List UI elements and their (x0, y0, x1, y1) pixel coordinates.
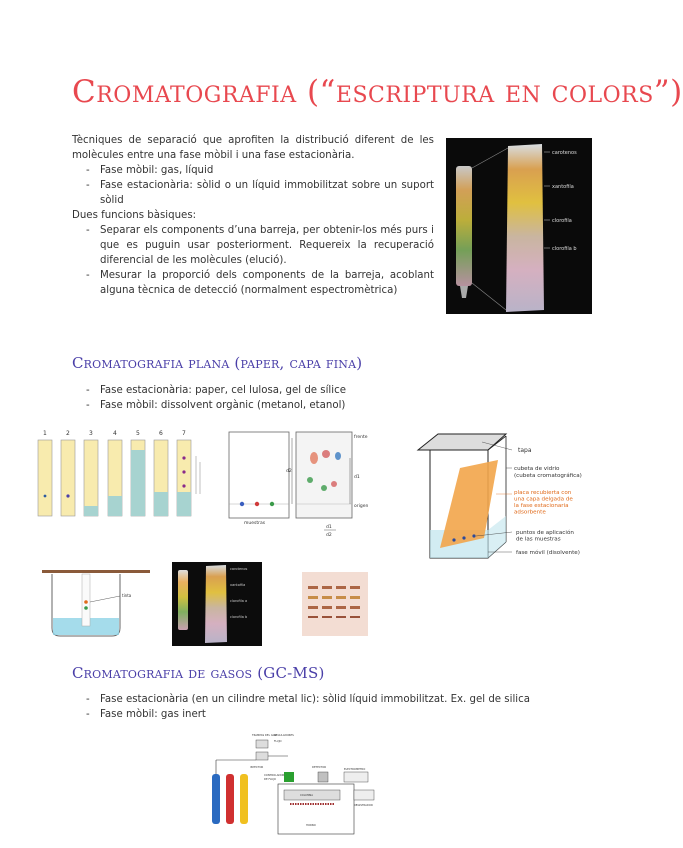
tlc-photo (302, 572, 368, 636)
beaker-figure (40, 564, 160, 640)
gc-label-electrometer: ELECTROMETRO (344, 768, 366, 771)
gases-bullet-stationary: - Fase estacionària (en un cilindre metal lic): sòlid líquid immobilitzat. Ex. gel de silica (72, 692, 572, 707)
gc-figure (208, 730, 384, 838)
svg-text:clorofila b: clorofila b (230, 615, 248, 619)
gc-label-injector: INYECTOR (250, 766, 264, 769)
tank-label-cuvette: cubeta de vidrio (cubeta cromatográfica) (514, 466, 582, 479)
function-separate: - Separar els components d’una barreja, per obtenir-los més purs i que es puguin usar posteriorment. Requereix la recuperació diferencial de les molècules (elució). (72, 223, 434, 268)
tank-label-mobile: fase móvil (disolvente) (516, 550, 580, 556)
svg-text:xantofila: xantofila (230, 583, 246, 587)
plana-bullets (72, 383, 552, 413)
functions-heading: Dues funcions bàsiques: (72, 210, 197, 221)
gases-heading: Cromatografia de gasos (GC-MS) (72, 664, 325, 682)
tube-number-6: 6 (159, 430, 163, 437)
tank-image (412, 428, 594, 568)
gc-label-oven: HORNO (306, 824, 316, 827)
tank-label-plate: placa recubierta con una capa delgada de la fase estacionaria adsorbente (514, 490, 573, 516)
svg-text:DE FLUJO: DE FLUJO (264, 778, 276, 781)
tlc-front-label: frente (354, 435, 368, 440)
svg-text:carotenos: carotenos (230, 567, 248, 571)
column-photo (446, 138, 592, 314)
column-photo-small (172, 562, 262, 646)
tlc-d1-label: d1 (354, 475, 360, 480)
tube-number-4: 4 (113, 430, 117, 437)
gc-label-traps: TRAMPAS DEL GAS (252, 734, 277, 737)
tank-label-points: puntos de aplicación de las muestras (516, 530, 574, 543)
gc-label-flow: FLUJO (274, 740, 282, 743)
intro-bullet-mobile: - Fase mòbil: gas, líquid (72, 163, 434, 178)
tlc-sample-label: muestras (244, 521, 266, 526)
intro-section (72, 133, 434, 298)
gases-bullets (72, 692, 572, 722)
tlc-figure (226, 428, 374, 540)
tank-figure (412, 428, 594, 568)
column-photo-image (446, 138, 592, 314)
tube-number-5: 5 (136, 430, 140, 437)
plana-heading: Cromatografia plana (paper, capa fina) (72, 354, 363, 372)
function-measure: - Mesurar la proporció dels components de la barreja, acoblant alguna tècnica de detecció (normalment espectromètrica) (72, 268, 434, 298)
rf-numerator: d1 (326, 525, 332, 530)
svg-text:clorofila a: clorofila a (230, 599, 248, 603)
column-photo-small-image (172, 562, 262, 646)
tank-label-lid: tapa (518, 447, 532, 454)
gases-bullet-mobile: - Fase mòbil: gas inert (72, 707, 572, 722)
beaker-image (40, 564, 160, 640)
paper-tubes-image (34, 428, 214, 520)
gc-label-detector: DETECTOR (312, 766, 327, 769)
gc-label-column: COLUMNA (300, 794, 314, 797)
plana-bullet-mobile: - Fase mòbil: dissolvent orgànic (metanol, etanol) (72, 398, 552, 413)
svg-text:CONTROLADOR: CONTROLADOR (264, 774, 285, 777)
plana-bullet-stationary: - Fase estacionària: paper, cel lulosa, gel de sílice (72, 383, 552, 398)
tube-number-3: 3 (89, 430, 93, 437)
rf-denominator: d2 (326, 533, 332, 538)
intro-bullet-stationary: - Fase estacionària: sòlid o un líquid immobilitzat sobre un suport sòlid (72, 178, 434, 208)
paper-tubes-figure (34, 428, 214, 520)
tube-number-2: 2 (66, 430, 70, 437)
svg-text:REGULADORES: REGULADORES (274, 734, 294, 737)
gc-label-recorder: REGISTRADOR (354, 804, 373, 807)
tube-number-7: 7 (182, 430, 186, 437)
svg-text:tinta: tinta (122, 593, 132, 598)
photo-label-xantofila: xantofila (552, 184, 574, 190)
tlc-photo-image (302, 572, 368, 636)
tlc-d2-label: d2 (286, 469, 292, 474)
intro-paragraph: Tècniques de separació que aprofiten la distribució diferent de les molècules entre una fase mòbil i una fase estacionària. (72, 135, 434, 161)
tlc-origin-label: origen (354, 504, 369, 509)
page-title: Cromatografia (“escriptura en colors”) (72, 74, 683, 110)
tlc-image (226, 428, 374, 540)
tube-number-1: 1 (43, 430, 47, 437)
photo-label-clorofila: clorofila (552, 218, 572, 224)
photo-label-clorofila-b: clorofila b (552, 246, 577, 252)
photo-label-carotenos: carotenos (552, 150, 577, 156)
gc-image (208, 730, 384, 838)
